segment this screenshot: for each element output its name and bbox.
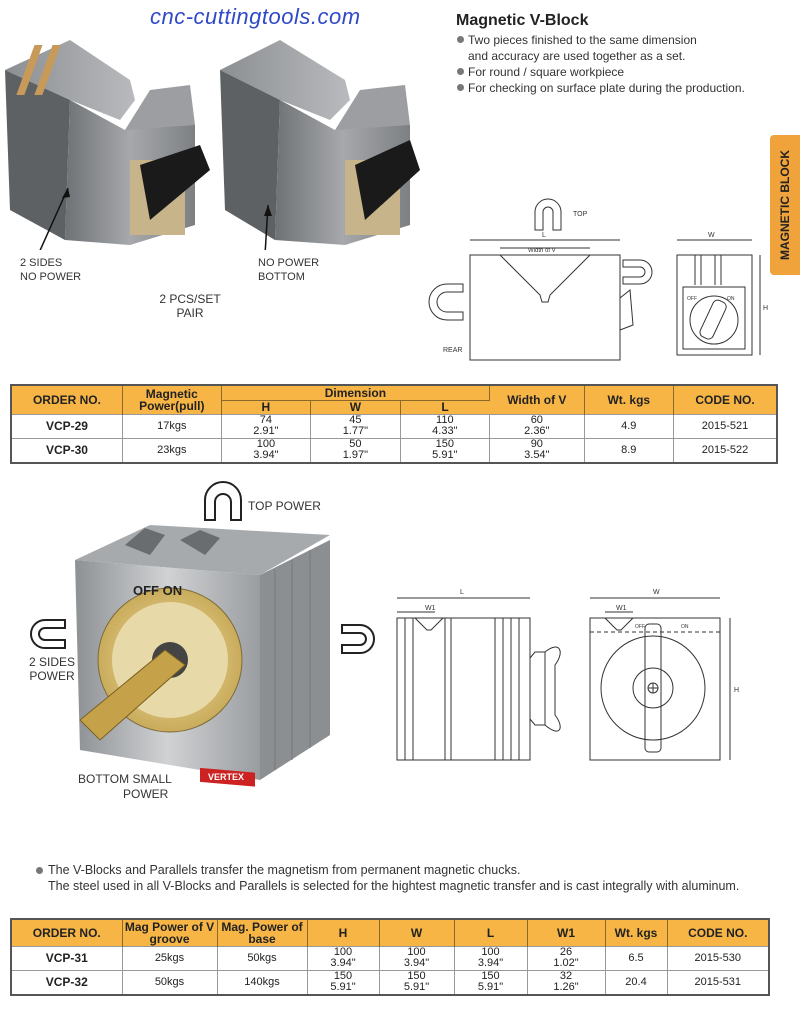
col-code: CODE NO.	[674, 386, 777, 414]
col-power: Magnetic Power(pull)	[122, 386, 221, 414]
col-code: CODE NO.	[667, 920, 768, 946]
spec-table-2	[10, 918, 770, 996]
col-dimension: Dimension	[221, 386, 489, 400]
switch-label: OFF ON	[133, 583, 183, 598]
col-w: W	[379, 920, 454, 946]
drawing2-off-label: OFF	[635, 624, 645, 630]
brand-logo: VERTEX	[208, 772, 245, 782]
table-row: VCP-31 25kgs 50kgs 100 3.94" 100 3.94" 100 3.94" 26 1.02" 6.5 2015-530	[12, 946, 768, 970]
col-order: ORDER NO.	[12, 386, 122, 414]
drawing-h-label: H	[763, 305, 769, 312]
drawing-rear-label: REAR	[443, 347, 463, 354]
col-wt: Wt. kgs	[605, 920, 667, 946]
spec-table-1	[10, 384, 778, 464]
col-mag-v: Mag Power of V groove	[122, 920, 217, 946]
v-block-left	[5, 40, 210, 245]
v-block-drawing	[415, 190, 775, 365]
v-block-right	[220, 40, 420, 245]
feature-item: For checking on surface plate during the production.	[456, 80, 776, 96]
drawing2-w1-front-label: W1	[616, 605, 627, 612]
label-top-power: TOP POWER	[248, 499, 321, 513]
bullet-icon	[36, 867, 43, 874]
label-two-sides: 2 SIDES NO POWER	[20, 257, 82, 283]
drawing2-w1-label: W1	[425, 605, 436, 612]
col-mag-base: Mag. Power of base	[217, 920, 307, 946]
drawing2-on-label: ON	[681, 624, 689, 630]
col-w: W	[311, 400, 400, 414]
drawing-l-label: L	[542, 232, 546, 239]
col-h: H	[307, 920, 379, 946]
col-l: L	[400, 400, 489, 414]
col-width-v: Width of V	[490, 386, 585, 414]
drawing-off-label: OFF	[687, 296, 697, 302]
product-title: Magnetic V-Block	[456, 12, 589, 29]
col-l: L	[454, 920, 527, 946]
drawing-w-label: W	[708, 232, 715, 239]
drawing-on-label: ON	[727, 296, 735, 302]
col-order: ORDER NO.	[12, 920, 122, 946]
site-title: cnc-cuttingtools.com	[150, 4, 361, 29]
drawing2-l-label: L	[460, 589, 464, 596]
drawing2-h-label: H	[734, 687, 740, 694]
feature-item: and accuracy are used together as a set.	[468, 49, 686, 63]
drawing-width-v-label: Width of V	[528, 248, 556, 254]
note-text: The V-Blocks and Parallels transfer the magnetism from permanent magnetic chucks. The steel used in all V-Blocks and Parallels is selected for the hightest magnetic transfer and is cast integrally with aluminum.	[36, 862, 756, 894]
drawing2-w-label: W	[653, 589, 660, 596]
feature-list	[456, 32, 776, 96]
feature-item: For round / square workpiece	[456, 64, 776, 80]
side-tab-label: MAGNETIC BLOCK	[778, 150, 792, 260]
col-wt: Wt. kgs	[584, 386, 673, 414]
label-two-sides-power: 2 SIDES POWER	[28, 655, 76, 683]
label-bottom-power: BOTTOM SMALL POWER	[78, 772, 172, 801]
col-w1: W1	[527, 920, 605, 946]
drawing-top-label: TOP	[573, 211, 588, 218]
label-no-power-bottom: NO POWER BOTTOM	[258, 257, 320, 283]
power-v-block-drawing	[385, 580, 765, 765]
table-row: VCP-32 50kgs 140kgs 150 5.91" 150 5.91" 150 5.91" 32 1.26" 20.4 2015-531	[12, 970, 768, 994]
label-set: 2 PCS/SET PAIR	[159, 292, 221, 320]
v-block-pair-photo	[0, 30, 420, 250]
table-row: VCP-29 17kgs 74 2.91" 45 1.77" 110 4.33" 60 2.36" 4.9 2015-521	[12, 414, 776, 438]
feature-item: Two pieces finished to the same dimension	[456, 32, 776, 48]
table-row: VCP-30 23kgs 100 3.94" 50 1.97" 150 5.91" 90 3.54" 8.9 2015-522	[12, 438, 776, 462]
col-h: H	[221, 400, 310, 414]
power-v-block-photo	[30, 480, 390, 800]
